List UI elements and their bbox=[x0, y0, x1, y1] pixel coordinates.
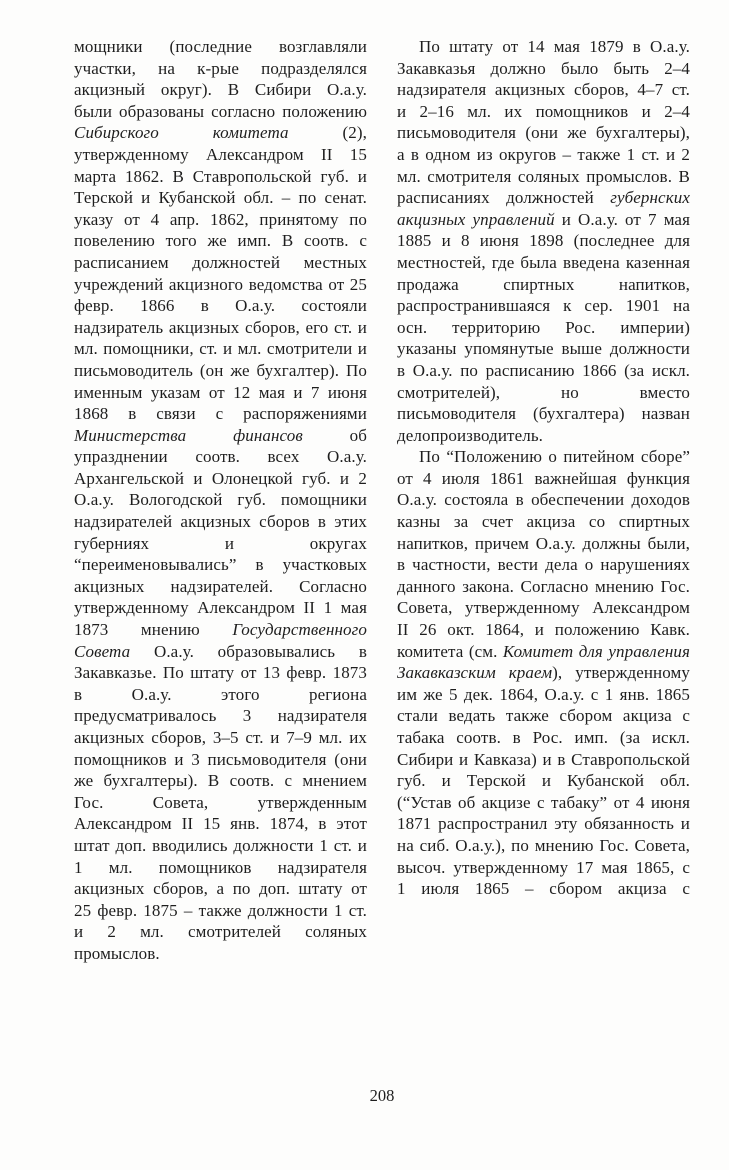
italic-term: Комитет для управления Закавказским краем bbox=[397, 641, 690, 683]
paragraph bbox=[397, 446, 690, 899]
text-run: об упразднении соотв. всех О.а.у. Архангельской и Олонецкой губ. и 2 О.а.у. Вологодской губ. помощники надзирателей акцизных сборов в этих губерниях и округах “переименовывались” в участковых акцизных надзирателей. Согласно утвержденному Александром II 1 мая 1873 мнению bbox=[74, 425, 367, 640]
text-columns bbox=[74, 36, 690, 965]
text-run: О.а.у. образовывались в Закавказье. По штату от 13 февр. 1873 в О.а.у. этого региона предусматривалось 3 надзирателя акцизных сборов, 3–5 ст. и 7–9 мл. их помощников и 3 письмоводителя (они же бухгалтеры). В соотв. с мнением Гос. Совета, утвержденным Александром II 15 янв. 1874, в этот штат доп. вводились должности 1 ст. и 1 мл. помощников надзирателя акцизных сборов, а по доп. штату от 25 февр. 1875 – также должности 1 ст. и 2 мл. смотрителей соляных промыслов. bbox=[74, 641, 367, 963]
text-run: ), утвержденному им же 5 дек. 1864, О.а.у. с 1 янв. 1865 стали ведать также сбором акциза с табака соотв. в Рос. имп. (за искл. Сибири и Кавказа) и в Ставропольской губ. и Терской и Кубанской обл. (“Устав об акцизе с табаку” от 4 июня 1871 распространил эту обязанность и на сиб. О.а.у.), по мнению Гос. Совета, высоч. утвержденному 17 мая 1865, с 1 июля 1865 – сбором акциза с bbox=[397, 663, 690, 899]
italic-term: губернских акцизных управлений bbox=[397, 188, 690, 229]
italic-term: Сибирского комитета bbox=[74, 123, 289, 143]
column-left bbox=[74, 36, 367, 965]
text-run: мощники (последние возглавляли участки, на к-рые подразделялся акцизный округ). В Сибири О.а.у. были образованы согласно положению bbox=[74, 37, 367, 121]
italic-term: Министерства финансов bbox=[74, 425, 303, 445]
text-run: По штату от 14 мая 1879 в О.а.у. Закавказья должно было быть 2–4 надзирателя акцизных сборов, 4–7 ст. и 2–16 мл. их помощников и 2–4 письмоводителя (они же бухгалтеры), а в одном из округов – также 1 ст. и 2 мл. смотрителя соляных промыслов. В расписаниях должностей bbox=[397, 37, 690, 208]
page-number: 208 bbox=[369, 1086, 395, 1105]
text-run: (2), утвержденному Александром II 15 марта 1862. В Ставропольской губ. и Терской и Кубанской обл. – по сенат. указу от 4 апр. 1862, принятому по повелению того же имп. В соотв. с расписанием должностей местных учреждений акцизного ведомства от 25 февр. 1866 в О.а.у. состояли надзиратель акцизных сборов, его ст. и мл. помощники, ст. и мл. смотрители и письмоводитель (он же бухгалтер). По именным указам от 12 мая и 7 июня 1868 в связи с распоряжениями bbox=[74, 123, 367, 424]
text-run: и О.а.у. от 7 мая 1885 и 8 июня 1898 (последнее для местностей, где была введена казенная продажа спиртных напитков, распространившаяся к сер. 1901 на осн. территорию Рос. империи) указаны упомянутые выше должности в О.а.у. по расписанию 1866 (за искл. смотрителей), но вместо письмоводителя (бухгалтера) назван делопроизводитель. bbox=[397, 209, 690, 445]
text-run: По “Положению о питейном сборе” от 4 июля 1861 важнейшая функция О.а.у. состояла в обеспечении доходов казны за счет акциза со спиртных напитков, причем О.а.у. должны были, в частности, вести дела о нарушениях данного закона. Согласно мнению Гос. Совета, утвержденному Александром II 26 окт. 1864, и положению Кавк. комитета (см. bbox=[397, 447, 690, 661]
column-right bbox=[397, 36, 690, 965]
paragraph bbox=[397, 36, 690, 446]
paragraph bbox=[74, 36, 367, 965]
italic-term: Государственного Совета bbox=[74, 620, 367, 661]
